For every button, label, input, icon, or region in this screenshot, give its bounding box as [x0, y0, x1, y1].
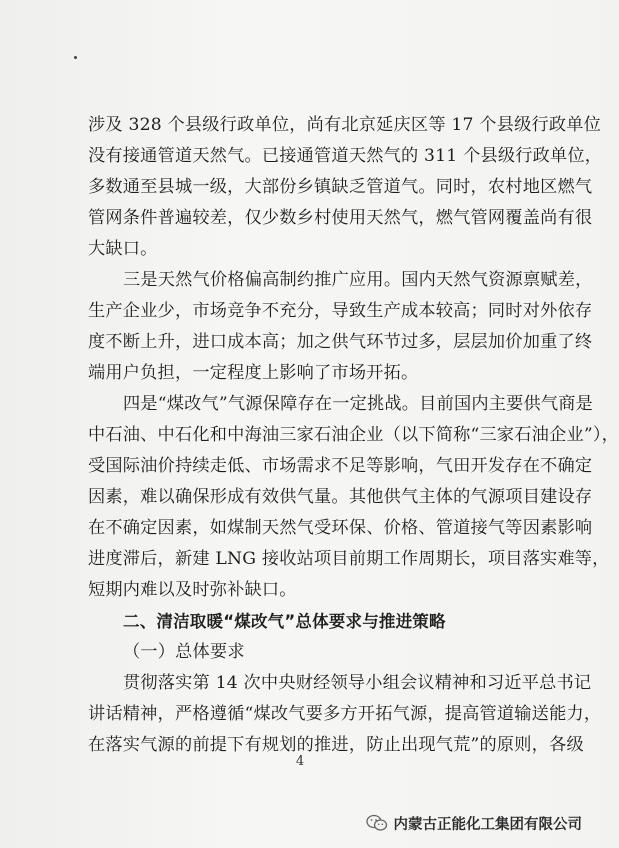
wechat-icon — [366, 814, 388, 832]
text-line: 管网条件普遍较差，仅少数乡村使用天然气，燃气管网覆盖尚有很 — [88, 208, 593, 228]
section-heading: 二、清洁取暖“煤改气”总体要求与推进策略 — [123, 612, 446, 631]
body-text — [88, 110, 619, 761]
org-name: 内蒙古正能化工集团有限公司 — [393, 816, 582, 833]
scan-speck — [74, 56, 77, 59]
text-line: 短期内难以及时弥补缺口。 — [88, 580, 297, 600]
paragraph-start: 四是“煤改气”气源保障存在一定挑战。目前国内主要供气商是 — [123, 394, 594, 414]
text-line: 因素，难以确保形成有效供气量。其他供气主体的气源项目建设存 — [88, 487, 593, 507]
paragraph-start: 贯彻落实第 14 次中央财经领导小组会议精神和习近平总书记 — [123, 673, 592, 693]
text-line: 没有接通管道天然气。已接通管道天然气的 311 个县级行政单位， — [88, 146, 603, 166]
text-line: 多数通至县城一级，大部份乡镇缺乏管道气。同时，农村地区燃气 — [88, 177, 593, 197]
text-line: 受国际油价持续走低、市场需求不足等影响，气田开发存在不确定 — [88, 456, 593, 476]
text-line: 涉及 328 个县级行政单位，尚有北京延庆区等 17 个县级行政单位 — [88, 115, 602, 135]
text-line: 大缺口。 — [88, 239, 158, 259]
paragraph-start: 三是天然气价格偏高制约推广应用。国内天然气资源禀赋差， — [123, 270, 593, 290]
text-line: 在落实气源的前提下有规划的推进，防止出现气荒”的原则，各级 — [88, 735, 584, 755]
text-line: 进度滞后，新建 LNG 接收站项目前期工作周期长，项目落实难等， — [88, 549, 610, 569]
text-line: 讲话精神，严格遵循“煤改气要多方开拓气源，提高管道输送能力， — [88, 704, 602, 724]
text-line: 度不断上升，进口成本高；加之供气环节过多，层层加价加重了终 — [88, 332, 593, 352]
text-line: 在不确定因素，如煤制天然气受环保、价格、管道接气等因素影响 — [88, 518, 593, 538]
page-number: 4 — [295, 754, 305, 769]
text-line: 生产企业少，市场竞争不充分，导致生产成本较高；同时对外依存 — [88, 301, 593, 321]
watermark-footer — [366, 812, 583, 834]
text-line: 端用户负担，一定程度上影响了市场开拓。 — [88, 363, 419, 383]
subsection-heading: （一）总体要求 — [123, 642, 245, 662]
text-line: 中石油、中石化和中海油三家石油企业（以下简称“三家石油企业”）， — [88, 425, 619, 445]
